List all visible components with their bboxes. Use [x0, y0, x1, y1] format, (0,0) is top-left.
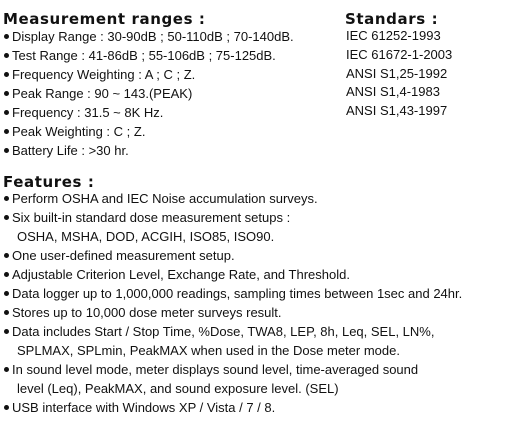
list-item-continuation: OSHA, MSHA, DOD, ACGIH, ISO85, ISO90.	[17, 229, 275, 244]
standards-heading: Standars :	[345, 10, 439, 28]
features-list	[4, 189, 462, 417]
measurement-ranges-heading: Measurement ranges :	[3, 10, 206, 28]
bullet-icon	[4, 367, 9, 372]
bullet-icon	[4, 405, 9, 410]
list-item: Test Range : 41-86dB ; 55-106dB ; 75-125dB.	[4, 46, 294, 65]
standards-list	[346, 27, 452, 121]
list-item: IEC 61252-1993	[346, 28, 441, 43]
bullet-icon	[4, 329, 9, 334]
bullet-icon	[4, 91, 9, 96]
list-item: Data includes Start / Stop Time, %Dose, TWA8, LEP, 8h, Leq, SEL, LN%,	[4, 322, 462, 341]
list-item: Battery Life : >30 hr.	[4, 141, 294, 160]
bullet-icon	[4, 215, 9, 220]
bullet-icon	[4, 129, 9, 134]
list-item: USB interface with Windows XP / Vista / 7 / 8.	[4, 398, 462, 417]
list-item: Six built-in standard dose measurement setups :	[4, 208, 462, 227]
list-item: Frequency Weighting : A ; C ; Z.	[4, 65, 294, 84]
bullet-icon	[4, 272, 9, 277]
list-item: ANSI S1,4-1983	[346, 84, 440, 100]
list-item: Data logger up to 1,000,000 readings, sampling times between 1sec and 24hr.	[4, 284, 462, 303]
list-item: Stores up to 10,000 dose meter surveys result.	[4, 303, 462, 322]
list-item: Perform OSHA and IEC Noise accumulation surveys.	[4, 189, 462, 208]
bullet-icon	[4, 53, 9, 58]
features-heading: Features :	[3, 173, 95, 191]
bullet-icon	[4, 291, 9, 296]
bullet-icon	[4, 72, 9, 77]
list-item: In sound level mode, meter displays sound level, time-averaged sound	[4, 360, 462, 379]
bullet-icon	[4, 310, 9, 315]
list-item: Frequency : 31.5 ~ 8K Hz.	[4, 103, 294, 122]
list-item: IEC 61672-1-2003	[346, 46, 453, 62]
bullet-icon	[4, 110, 9, 115]
list-item: Adjustable Criterion Level, Exchange Rate, and Threshold.	[4, 265, 462, 284]
list-item: One user-defined measurement setup.	[4, 246, 462, 265]
measurement-ranges-list	[4, 27, 294, 160]
bullet-icon	[4, 196, 9, 201]
list-item-continuation: SPLMAX, SPLmin, PeakMAX when used in the Dose meter mode.	[17, 343, 400, 358]
bullet-icon	[4, 34, 9, 39]
list-item: Display Range : 30-90dB ; 50-110dB ; 70-140dB.	[4, 27, 294, 46]
list-item: ANSI S1,43-1997	[346, 103, 448, 119]
list-item-continuation: level (Leq), PeakMAX, and sound exposure level. (SEL)	[17, 381, 339, 396]
bullet-icon	[4, 148, 9, 153]
list-item: Peak Weighting : C ; Z.	[4, 122, 294, 141]
list-item: Peak Range : 90 ~ 143.(PEAK)	[4, 84, 294, 103]
list-item: ANSI S1,25-1992	[346, 65, 448, 81]
bullet-icon	[4, 253, 9, 258]
